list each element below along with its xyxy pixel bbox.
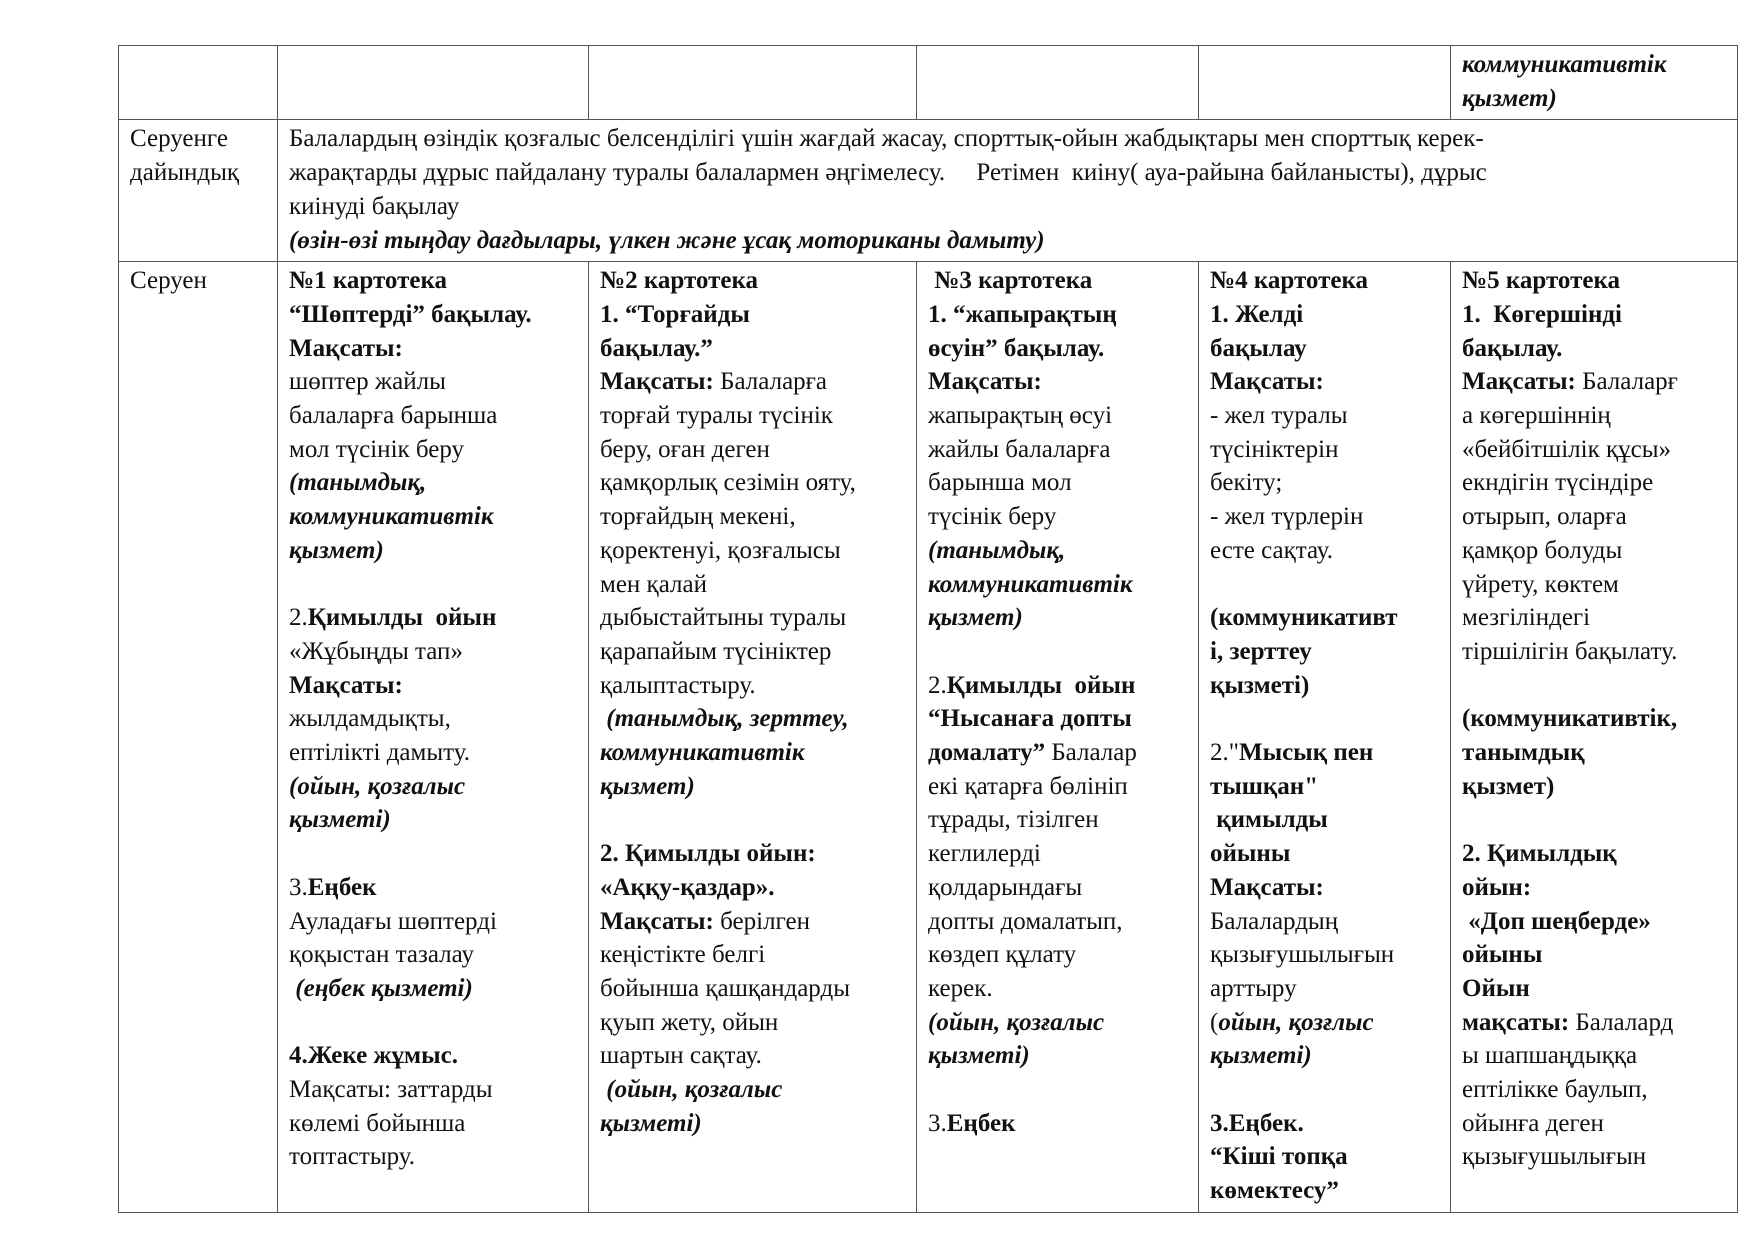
- cell-text-line: [928, 1107, 1192, 1141]
- line-text: допты домалатып,: [928, 907, 1123, 935]
- line-text: қызығушылығын: [1210, 941, 1395, 969]
- cell-text-line: [289, 298, 582, 332]
- cell-text-line: [1462, 905, 1731, 939]
- line-text: арттыру: [1210, 974, 1297, 1002]
- line-text: бойынша қашқандарды: [600, 974, 850, 1002]
- line-text: тышқан": [1210, 772, 1319, 800]
- cell-text-line: [928, 1039, 1192, 1073]
- cell-text-line: [928, 298, 1192, 332]
- line-text: “Кіші топқа: [1210, 1143, 1348, 1171]
- line-text: түсінік беру: [928, 503, 1057, 531]
- line-text: (ойын, қозғалыс: [289, 772, 466, 800]
- line-text: ойынға деген: [1462, 1109, 1604, 1137]
- cell-text-line: [600, 500, 910, 534]
- line-text: шөптер жайлы: [289, 368, 446, 396]
- line-text: Ойын: [1462, 974, 1530, 1002]
- line-text: коммуникативтік: [928, 570, 1133, 598]
- cell-text-line: [600, 736, 910, 770]
- line-text: Еңбек: [946, 1109, 1016, 1137]
- cell-text-line: [928, 972, 1192, 1006]
- line-text: барынша мол: [928, 469, 1072, 497]
- continuation-row: [119, 46, 1738, 120]
- line-text: тіршілігін бақылату.: [1462, 637, 1678, 665]
- cell-text-line: [1462, 871, 1731, 905]
- card-file-2-cell: [589, 262, 917, 1213]
- cell-text-line: [1210, 770, 1444, 804]
- cell-text-line: [1210, 803, 1444, 837]
- cell-text-line: [928, 332, 1192, 366]
- card-file-5-cell: [1451, 262, 1738, 1213]
- line-text: қызметі): [1210, 671, 1310, 699]
- line-text: танымдық: [1462, 739, 1585, 767]
- cell-text-line: [289, 1140, 582, 1174]
- cell-text-line: [1462, 399, 1731, 433]
- cell-text-line: [600, 264, 910, 298]
- schedule-table: [118, 45, 1738, 1213]
- line-text: «Доп шеңберде»: [1462, 907, 1651, 935]
- line-prefix: 3.: [289, 873, 308, 901]
- cell-text-line: [1210, 736, 1444, 770]
- line-text: (еңбек қызметі): [289, 974, 473, 1002]
- line-text: ойын, қозғлыс: [1218, 1008, 1374, 1036]
- cell-text-line: [600, 601, 910, 635]
- cell-text-line: [1462, 433, 1731, 467]
- blank-line: [289, 1006, 582, 1040]
- line-text: қуып жету, ойын: [600, 1008, 779, 1036]
- cell-text-line: [289, 1073, 582, 1107]
- line-text: Балалардың: [1210, 907, 1339, 935]
- cell-text-line: [289, 500, 582, 534]
- cell-text-line: [928, 837, 1192, 871]
- preparation-note: (өзін-өзі тыңдау дағдылары, үлкен және ұсақ моториканы дамыту): [289, 226, 1045, 254]
- line-text: көмектесу”: [1210, 1177, 1339, 1205]
- line-text: Ауладағы шөптерді: [289, 907, 497, 935]
- line-text: (коммуникативт: [1210, 604, 1398, 632]
- line-text: - жел түрлерін: [1210, 503, 1364, 531]
- cell-text-line: [928, 399, 1192, 433]
- line-text: жылдамдықты,: [289, 705, 451, 733]
- line-text: Балалард: [1569, 1008, 1674, 1036]
- cell-text-line: [1210, 837, 1444, 871]
- cell-text-line: [1462, 466, 1731, 500]
- row-label-line: Серуен: [130, 267, 207, 295]
- cell-text-line: [600, 1039, 910, 1073]
- card-cell-4: [1199, 46, 1451, 120]
- cell-text-line: [1210, 332, 1444, 366]
- cell-text-line: [1462, 332, 1731, 366]
- line-text: қызметі): [600, 1109, 702, 1137]
- line-text: қолдарындағы: [928, 873, 1083, 901]
- cell-text-line: [1210, 298, 1444, 332]
- cell-text-line: [600, 298, 910, 332]
- cell-text-line: [1210, 1174, 1444, 1208]
- line-text: №3 картотека: [928, 267, 1093, 295]
- line-prefix: Мақсаты:: [1462, 368, 1576, 396]
- line-text: Балаларға: [713, 368, 828, 396]
- line-text: қызметі): [928, 1042, 1030, 1070]
- line-text: шартын сақтау.: [600, 1042, 762, 1070]
- cell-text-line: [600, 1073, 910, 1107]
- cell-text-line: [1210, 365, 1444, 399]
- card-cell-5: [1451, 46, 1738, 120]
- line-text: ойыны: [1210, 840, 1291, 868]
- cell-text-line: [1210, 938, 1444, 972]
- cell-text-line: [600, 1006, 910, 1040]
- cell-text-line: [1462, 635, 1731, 669]
- line-text: өсуін” бақылау.: [928, 334, 1105, 362]
- cell-text-line: [1210, 905, 1444, 939]
- cell-text-line: [1462, 568, 1731, 602]
- line-text: 2. Қимылды ойын:: [600, 840, 816, 868]
- cell-text-line: [289, 399, 582, 433]
- cell-text-line: [289, 1107, 582, 1141]
- cell-text-line: [600, 332, 910, 366]
- cell-text-line: [1462, 770, 1731, 804]
- cell-text-line: [1210, 1107, 1444, 1141]
- cell-text-line: [928, 669, 1192, 703]
- line-prefix: (: [1210, 1008, 1219, 1036]
- cell-text-line: [289, 736, 582, 770]
- line-text: қызметі): [1210, 1042, 1312, 1070]
- line-text: Мақсаты:: [289, 671, 403, 699]
- blank-line: [928, 635, 1192, 669]
- line-text: қоректенуі, қозғалысы: [600, 536, 841, 564]
- line-text: берілген: [713, 907, 810, 935]
- row-label-walk: [119, 262, 278, 1213]
- preparation-text-line: Балалардың өзіндік қозғалыс белсенділігі үшін жағдай жасау, спорттық-ойын жабдықтары мен спорттық керек-: [289, 125, 1484, 153]
- cell-text-line: [600, 433, 910, 467]
- cell-text-line: [1210, 601, 1444, 635]
- line-text: Балалар: [1045, 739, 1137, 767]
- cell-text-line: [600, 365, 910, 399]
- row-label-preparation: [119, 120, 278, 262]
- cell-text-line: [289, 601, 582, 635]
- cell-text-line: [289, 871, 582, 905]
- line-text: кеңістікте белгі: [600, 941, 766, 969]
- cell-text-line: [1462, 1006, 1731, 1040]
- cell-text-line: [1462, 365, 1731, 399]
- cell-text-line: [600, 635, 910, 669]
- cell-text-line: [289, 264, 582, 298]
- line-text: торғайдың мекені,: [600, 503, 796, 531]
- line-text: №2 картотека: [600, 267, 758, 295]
- line-text: №4 картотека: [1210, 267, 1368, 295]
- line-text: Еңбек: [307, 873, 377, 901]
- cell-text-line: [1462, 736, 1731, 770]
- blank-line: [1462, 669, 1731, 703]
- line-text: тұрады, тізілген: [928, 806, 1099, 834]
- preparation-text-line: жарақтарды дұрыс пайдалану туралы балалармен әңгімелесу. Ретімен киіну( ауа-райына байланысты), дұрыс: [289, 159, 1487, 187]
- cell-text-line: [289, 770, 582, 804]
- cell-text-line: [289, 803, 582, 837]
- cell-text-line: [1462, 601, 1731, 635]
- line-text: көлемі бойынша: [289, 1109, 466, 1137]
- cell-text-line: [928, 433, 1192, 467]
- cell-text-line: [928, 466, 1192, 500]
- line-text: Мақсаты:: [928, 368, 1042, 396]
- row-label-line: Серуенге: [130, 125, 228, 153]
- line-text: беру, оған деген: [600, 435, 770, 463]
- cell-text-line: [1210, 972, 1444, 1006]
- cell-text-line: [1210, 1140, 1444, 1174]
- line-text: (танымдық,: [928, 536, 1066, 564]
- cell-text-line: [1462, 1107, 1731, 1141]
- line-text: бақылау.: [1462, 334, 1563, 362]
- line-text: Қимылды ойын: [946, 671, 1136, 699]
- line-text: 1. Көгершінді: [1462, 300, 1622, 328]
- blank-line: [1210, 568, 1444, 602]
- line-text: көздеп құлату: [928, 941, 1077, 969]
- line-text: Мақсаты:: [1210, 873, 1324, 901]
- cell-text-line: [1462, 972, 1731, 1006]
- line-text: а көгершіннің: [1462, 402, 1611, 430]
- line-text: есте сақтау.: [1210, 536, 1334, 564]
- line-text: 1. “Торғайды: [600, 300, 750, 328]
- line-text: екндігін түсіндіре: [1462, 469, 1654, 497]
- preparation-text-line: киінуді бақылау: [289, 192, 460, 220]
- line-text: отырып, оларға: [1462, 503, 1627, 531]
- cell-text-line: [928, 938, 1192, 972]
- cell-text-line: [600, 871, 910, 905]
- cell-text-line: [600, 938, 910, 972]
- line-text: “Шөптерді” бақылау.: [289, 300, 532, 328]
- cell-text-line: [289, 905, 582, 939]
- cell-text-line: [1210, 534, 1444, 568]
- cell-text-line: [289, 635, 582, 669]
- preparation-text-cell: [278, 120, 1738, 262]
- line-text: үйрету, көктем: [1462, 570, 1619, 598]
- cell-text-line: [1210, 635, 1444, 669]
- cell-text-line: [928, 702, 1192, 736]
- line-prefix: 2.": [1210, 739, 1239, 767]
- cell-text-line: [289, 332, 582, 366]
- line-text: ойын:: [1462, 873, 1532, 901]
- line-text: ептілікті дамыту.: [289, 739, 470, 767]
- card-file-1-cell: [278, 262, 589, 1213]
- line-prefix: Мақсаты:: [600, 907, 714, 935]
- walk-row: [119, 262, 1738, 1213]
- line-text: қоқыстан тазалау: [289, 941, 474, 969]
- line-text: ойыны: [1462, 941, 1543, 969]
- cell-text-line: [289, 972, 582, 1006]
- cell-text-line: [928, 905, 1192, 939]
- line-text: топтастыру.: [289, 1143, 416, 1171]
- line-text: “Нысанаға допты: [928, 705, 1132, 733]
- blank-line: [600, 803, 910, 837]
- cell-text-line: [928, 803, 1192, 837]
- line-text: Мақсаты:: [289, 334, 403, 362]
- line-text: қалыптастыру.: [600, 671, 756, 699]
- line-text: ы шапшаңдыққа: [1462, 1042, 1638, 1070]
- line-text: Мақсаты: заттарды: [289, 1076, 493, 1104]
- cell-text-line: [928, 1006, 1192, 1040]
- line-text: Қимылды ойын: [307, 604, 497, 632]
- cell-text-line: [928, 500, 1192, 534]
- line-text: 1. “жапырақтың: [928, 300, 1117, 328]
- cell-text-line: [600, 534, 910, 568]
- cell-text-line: [289, 702, 582, 736]
- line-text: 3.Еңбек.: [1210, 1109, 1304, 1137]
- line-text: бекіту;: [1210, 469, 1283, 497]
- cell-text-line: [600, 399, 910, 433]
- blank-line: [1210, 1073, 1444, 1107]
- line-text: қимылды: [1210, 806, 1328, 834]
- line-text: Мысық пен: [1238, 739, 1374, 767]
- line-text: і, зерттеу: [1210, 637, 1312, 665]
- line-text: «бейбітшілік құсы»: [1462, 435, 1672, 463]
- line-text: №5 картотека: [1462, 267, 1620, 295]
- line-text: - жел туралы: [1210, 402, 1348, 430]
- cell-text-line: [1462, 837, 1731, 871]
- line-text: қызмет): [289, 536, 384, 564]
- cell-text-line: [600, 466, 910, 500]
- cell-text-line: [289, 466, 582, 500]
- cell-text-line: [1210, 669, 1444, 703]
- line-text: қызметі): [289, 806, 391, 834]
- card-cell-3: [917, 46, 1199, 120]
- line-text: коммуникативтік: [289, 503, 494, 531]
- line-text: кеглилерді: [928, 840, 1041, 868]
- cell-text-line: [289, 433, 582, 467]
- row-label-line: дайындық: [130, 159, 240, 187]
- blank-line: [1210, 702, 1444, 736]
- line-prefix: 2.: [928, 671, 947, 699]
- cell-text-line: [928, 534, 1192, 568]
- cell-text-line: [1462, 1140, 1731, 1174]
- cell-text-line: [1210, 399, 1444, 433]
- cell-text-line: [928, 568, 1192, 602]
- line-text: Мақсаты:: [1210, 368, 1324, 396]
- cell-text-line: [1462, 500, 1731, 534]
- walk-preparation-row: [119, 120, 1738, 262]
- line-text: мол түсінік беру: [289, 435, 465, 463]
- blank-line: [928, 1073, 1192, 1107]
- line-prefix: 2.: [289, 604, 308, 632]
- line-text: қызмет): [600, 772, 695, 800]
- continued-text-line: коммуникативтік: [1462, 51, 1667, 78]
- cell-text-line: [1210, 1039, 1444, 1073]
- line-text: қызығушылығын: [1462, 1143, 1647, 1171]
- line-prefix: мақсаты:: [1462, 1008, 1570, 1036]
- line-text: (танымдық,: [289, 469, 427, 497]
- line-text: мен қалай: [600, 570, 707, 598]
- cell-text-line: [289, 669, 582, 703]
- line-text: қамқор болуды: [1462, 536, 1623, 564]
- cell-text-line: [1462, 298, 1731, 332]
- cell-text-line: [289, 534, 582, 568]
- line-text: керек.: [928, 974, 993, 1002]
- line-text: ептілікке баулып,: [1462, 1076, 1648, 1104]
- cell-text-line: [289, 365, 582, 399]
- line-text: жайлы балаларға: [928, 435, 1111, 463]
- continued-text-line: қызмет): [1462, 84, 1557, 112]
- cell-text-line: [600, 1107, 910, 1141]
- line-text: бақылау: [1210, 334, 1307, 362]
- cell-text-line: [600, 972, 910, 1006]
- cell-text-line: [1210, 264, 1444, 298]
- cell-text-line: [1210, 500, 1444, 534]
- line-text: бақылау.”: [600, 334, 713, 362]
- cell-text-line: [1462, 1039, 1731, 1073]
- card-file-3-cell: [917, 262, 1199, 1213]
- cell-text-line: [289, 938, 582, 972]
- line-text: дыбыстайтыны туралы: [600, 604, 847, 632]
- line-prefix: домалату”: [928, 739, 1046, 767]
- cell-text-line: [928, 736, 1192, 770]
- line-text: қарапайым түсініктер: [600, 637, 832, 665]
- card-file-4-cell: [1199, 262, 1451, 1213]
- line-text: түсініктерін: [1210, 435, 1339, 463]
- cell-text-line: [928, 871, 1192, 905]
- cell-text-line: [289, 1039, 582, 1073]
- line-text: (танымдық, зерттеу,: [600, 705, 849, 733]
- blank-line: [289, 837, 582, 871]
- line-text: 4.Жеке жұмыс.: [289, 1042, 458, 1070]
- cell-text-line: [928, 365, 1192, 399]
- cell-text-line: [1210, 433, 1444, 467]
- cell-text-line: [600, 905, 910, 939]
- line-text: қызмет): [1462, 772, 1555, 800]
- cell-text-line: [1210, 1006, 1444, 1040]
- line-text: қамқорлық сезімін ояту,: [600, 469, 856, 497]
- cell-text-line: [1210, 871, 1444, 905]
- line-text: торғай туралы түсінік: [600, 402, 833, 430]
- line-text: «Аққу-қаздар».: [600, 873, 775, 901]
- card-cell-2: [589, 46, 917, 120]
- cell-text-line: [1462, 938, 1731, 972]
- line-text: балаларға барынша: [289, 402, 498, 430]
- line-text: (ойын, қозғалыс: [928, 1008, 1105, 1036]
- line-text: (коммуникативтік,: [1462, 705, 1678, 733]
- blank-line: [1462, 803, 1731, 837]
- line-text: қызмет): [928, 604, 1023, 632]
- cell-text-line: [928, 601, 1192, 635]
- cell-text-line: [600, 770, 910, 804]
- line-text: «Жұбыңды тап»: [289, 637, 463, 665]
- blank-line: [289, 568, 582, 602]
- line-text: №1 картотека: [289, 267, 447, 295]
- line-text: екі қатарға бөлініп: [928, 772, 1128, 800]
- line-text: 1. Желді: [1210, 300, 1304, 328]
- line-text: мезгіліндегі: [1462, 604, 1591, 632]
- cell-text-line: [1462, 534, 1731, 568]
- cell-text-line: [1462, 1073, 1731, 1107]
- cell-text-line: [1210, 466, 1444, 500]
- cell-text-line: [600, 568, 910, 602]
- cell-text-line: [1462, 264, 1731, 298]
- line-prefix: 3.: [928, 1109, 947, 1137]
- line-text: жапырақтың өсуі: [928, 402, 1113, 430]
- line-text: 2. Қимылдық: [1462, 840, 1617, 868]
- line-text: коммуникативтік: [600, 739, 805, 767]
- cell-text-line: [600, 837, 910, 871]
- line-text: (ойын, қозғалыс: [600, 1076, 783, 1104]
- card-cell-1: [278, 46, 589, 120]
- cell-text-line: [928, 770, 1192, 804]
- cell-text-line: [928, 264, 1192, 298]
- cell-text-line: [1462, 702, 1731, 736]
- label-cell: [119, 46, 278, 120]
- cell-text-line: [600, 702, 910, 736]
- line-text: Балаларғ: [1575, 368, 1678, 396]
- line-prefix: Мақсаты:: [600, 368, 714, 396]
- cell-text-line: [600, 669, 910, 703]
